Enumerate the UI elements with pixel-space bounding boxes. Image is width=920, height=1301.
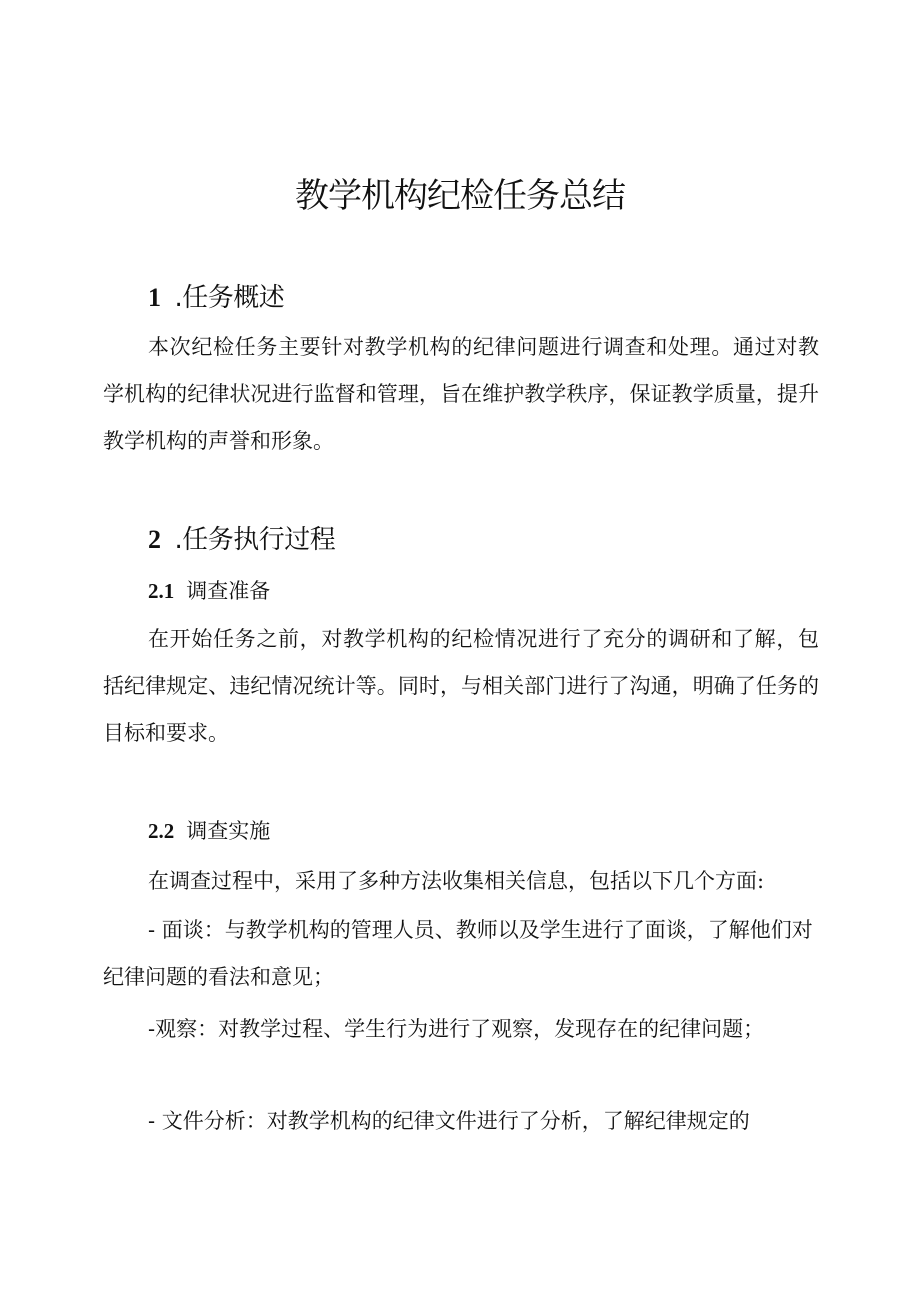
subsection-2-2-title: 调查实施 <box>186 819 271 843</box>
subsection-2-2-intro: 在调查过程中，采用了多种方法收集相关信息，包括以下几个方面: <box>148 869 765 893</box>
section-2-number: 2 <box>148 525 161 554</box>
subsection-2-1-number: 2.1 <box>148 579 175 603</box>
section-1-heading <box>148 278 284 318</box>
section-2-title: .任务执行过程 <box>174 525 336 555</box>
subsection-2-1-heading <box>148 574 270 608</box>
subsection-2-1-title: 调查准备 <box>186 579 271 603</box>
subsection-2-2-heading <box>148 814 270 848</box>
list-item: -观察：对教学过程、学生行为进行了观察，发现存在的纪律问题； <box>148 1017 765 1041</box>
list-item: - 面谈：与教学机构的管理人员、教师以及学生进行了面谈，了解他们对纪律问题的看法和意见； <box>103 918 813 989</box>
section-2-heading <box>148 520 335 560</box>
document-title: 教学机构纪检任务总结 <box>295 176 625 216</box>
section-1-number: 1 <box>148 283 161 312</box>
subsection-2-2-number: 2.2 <box>148 819 175 843</box>
section-1-title: .任务概述 <box>174 283 285 313</box>
section-1-paragraph: 本次纪检任务主要针对教学机构的纪律问题进行调查和处理。通过对教学机构的纪律状况进行监督和管理，旨在维护教学秩序，保证教学质量，提升教学机构的声誉和形象。 <box>103 335 819 453</box>
list-item: - 文件分析：对教学机构的纪律文件进行了分析，了解纪律规定的 <box>148 1109 750 1133</box>
subsection-2-1-paragraph: 在开始任务之前，对教学机构的纪检情况进行了充分的调研和了解，包括纪律规定、违纪情况统计等。同时，与相关部门进行了沟通，明确了任务的目标和要求。 <box>103 627 819 745</box>
